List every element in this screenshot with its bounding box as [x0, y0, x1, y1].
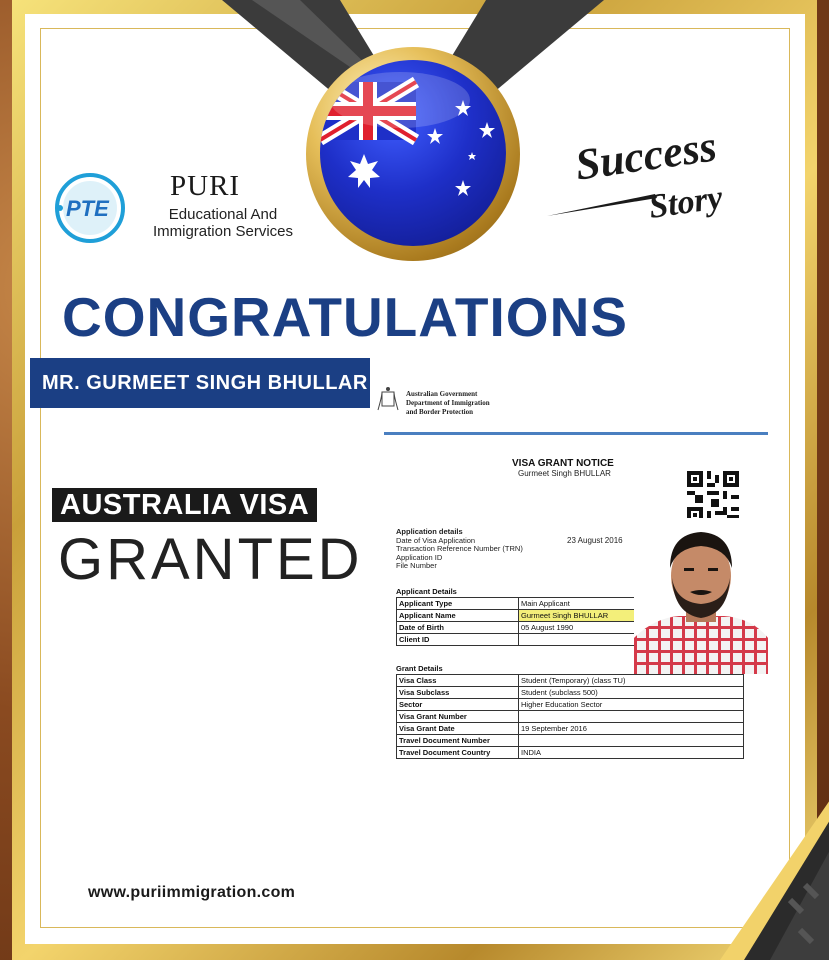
- corner-ornament: [700, 780, 829, 960]
- gov-line-3: and Border Protection: [406, 408, 474, 416]
- client-name-bar: [30, 358, 370, 408]
- table-value: Main Applicant: [519, 598, 638, 610]
- gov-line-2: Department of Immigration: [406, 399, 490, 407]
- table-key: Sector: [397, 699, 519, 711]
- table-row: [397, 598, 638, 610]
- table-value: Higher Education Sector: [519, 699, 744, 711]
- gov-line-1: Australian Government: [406, 390, 478, 398]
- pte-logo-text: PTE: [66, 196, 109, 221]
- application-details-heading: Application details: [396, 527, 463, 536]
- gov-header: [376, 384, 516, 424]
- table-key: Client ID: [397, 634, 519, 646]
- table-value: Gurmeet Singh BHULLAR: [519, 610, 638, 622]
- table-key: Visa Class: [397, 675, 519, 687]
- story-text: Story: [646, 179, 725, 226]
- table-row: [397, 747, 744, 759]
- application-field: Date of Visa Application: [396, 535, 476, 545]
- applicant-table: [396, 597, 638, 646]
- table-row: [397, 723, 744, 735]
- document-holder: Gurmeet Singh BHULLAR: [518, 469, 611, 478]
- visa-label: AUSTRALIA VISA: [52, 488, 317, 522]
- table-key: Visa Grant Number: [397, 711, 519, 723]
- table-value: INDIA: [519, 747, 744, 759]
- table-row: [397, 634, 638, 646]
- table-key: Visa Subclass: [397, 687, 519, 699]
- table-value: 19 September 2016: [519, 723, 744, 735]
- header-rule: [384, 432, 768, 435]
- grant-table: [396, 674, 744, 759]
- table-row: [397, 711, 744, 723]
- application-field: File Number: [396, 561, 437, 570]
- table-value: 05 August 1990: [519, 622, 638, 634]
- coat-of-arms-icon: [376, 386, 400, 414]
- table-key: Applicant Type: [397, 598, 519, 610]
- table-row: [397, 735, 744, 747]
- application-details: [396, 528, 523, 571]
- table-row: [397, 687, 744, 699]
- headline: CONGRATULATIONS: [62, 286, 628, 348]
- success-text: Success: [572, 121, 720, 190]
- success-story-badge: [545, 121, 755, 250]
- client-name: MR. GURMEET SINGH BHULLAR: [42, 372, 368, 394]
- table-key: Visa Grant Date: [397, 723, 519, 735]
- table-row: [397, 699, 744, 711]
- table-key: Applicant Name: [397, 610, 519, 622]
- table-row: [397, 675, 744, 687]
- table-value: Student (subclass 500): [519, 687, 744, 699]
- application-field: Application ID: [396, 552, 443, 562]
- table-value: Student (Temporary) (class TU): [519, 675, 744, 687]
- brand-name: PURI: [170, 170, 241, 202]
- applicant-photo: [634, 518, 768, 674]
- table-key: Travel Document Country: [397, 747, 519, 759]
- grant-details-heading: Grant Details: [396, 664, 443, 673]
- australia-flag-icon: [320, 60, 506, 246]
- pte-logo: [54, 172, 126, 244]
- table-value: [519, 711, 744, 723]
- document-title: VISA GRANT NOTICE: [512, 458, 614, 469]
- table-key: Date of Birth: [397, 622, 519, 634]
- website-link[interactable]: www.puriimmigration.com: [88, 884, 296, 901]
- table-value: [519, 735, 744, 747]
- granted-text: GRANTED: [58, 527, 363, 592]
- table-value: [519, 634, 638, 646]
- application-field: Transaction Reference Number (TRN): [396, 544, 523, 553]
- qr-code-icon: [687, 471, 739, 523]
- table-row: [397, 622, 638, 634]
- table-key: Travel Document Number: [397, 735, 519, 747]
- table-row: [397, 610, 638, 622]
- applicant-details-heading: Applicant Details: [396, 587, 457, 596]
- application-date: 23 August 2016: [567, 536, 623, 545]
- brand-subtitle: Educational And Immigration Services: [152, 206, 294, 240]
